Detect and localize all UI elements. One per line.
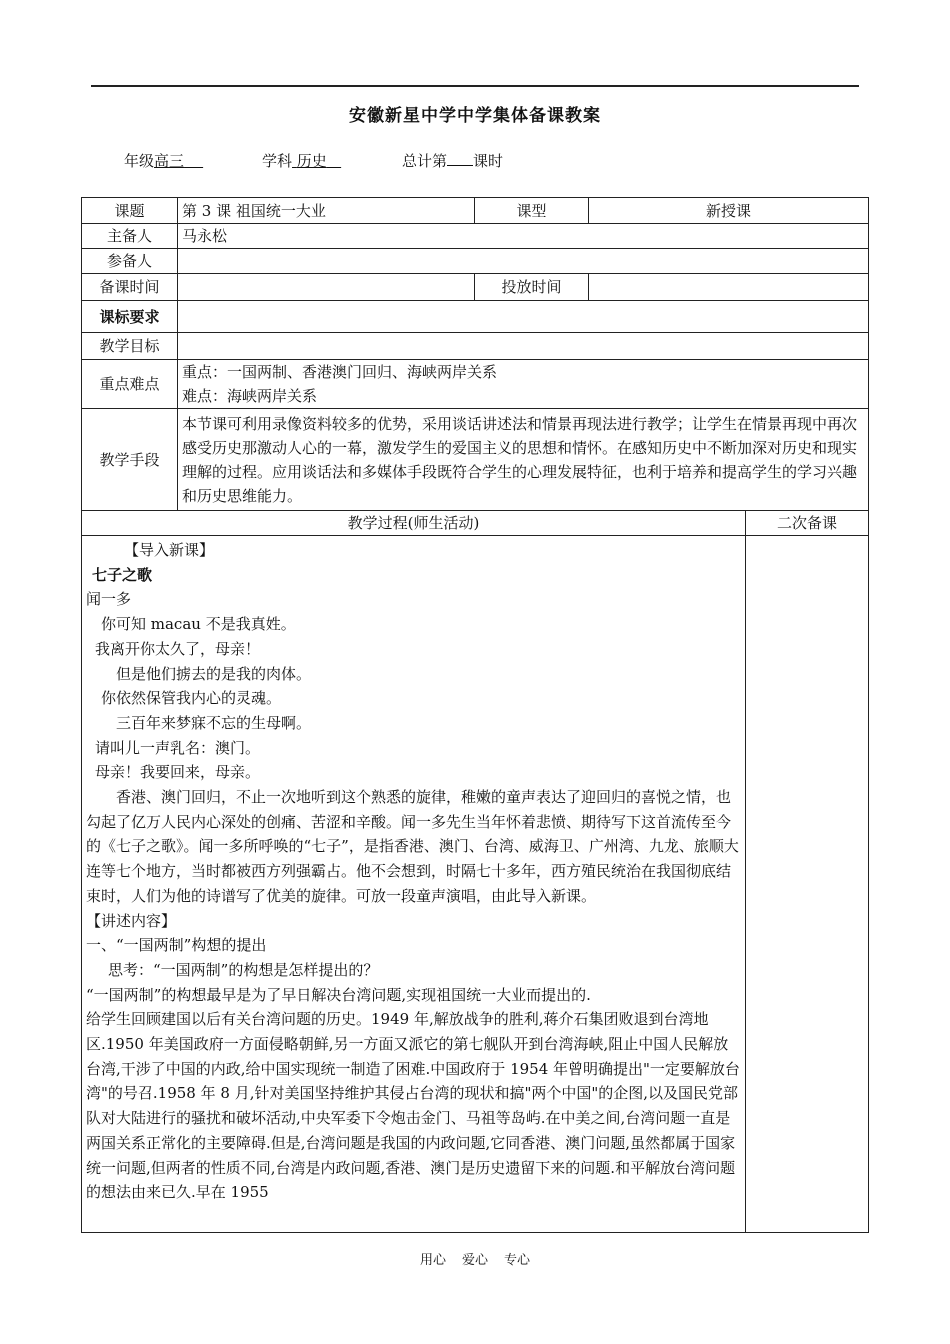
second-prep-header: 二次备课	[746, 511, 869, 536]
co-preparer-value	[178, 249, 869, 274]
subject-field: 学科 历史	[262, 150, 341, 171]
co-preparer-label: 参备人	[82, 249, 178, 274]
document-title: 安徽新星中学中学集体备课教案	[349, 106, 601, 126]
poem-line: 三百年来梦寐不忘的生母啊。	[116, 713, 312, 732]
time-row	[82, 274, 869, 301]
goal-row	[82, 333, 869, 360]
co-preparer-row	[82, 249, 869, 274]
keypoint-line: 重点：一国两制、香港澳门回归、海峡两岸关系	[182, 363, 498, 381]
method-row	[82, 409, 869, 511]
subject-value: 历史	[296, 152, 327, 170]
process-row	[82, 536, 869, 1233]
keypoints-row	[82, 360, 869, 409]
standard-value	[178, 301, 869, 333]
footer-motto: 爱心	[461, 1253, 488, 1268]
type-label: 课型	[475, 198, 589, 224]
page-footer	[0, 1249, 950, 1268]
period-field: 总计第 课时	[402, 152, 504, 170]
footer-motto: 专心	[504, 1253, 531, 1268]
grade-value: 高三	[154, 152, 185, 170]
process-header: 教学过程(师生活动)	[82, 511, 746, 536]
goal-label: 教学目标	[82, 333, 178, 360]
second-prep-content	[746, 536, 869, 1233]
poem-line: 请叫儿一声乳名：澳门。	[95, 738, 261, 757]
release-time-label: 投放时间	[475, 274, 589, 301]
section-heading: 一、“一国两制”构想的提出	[86, 936, 267, 955]
type-value: 新授课	[589, 198, 869, 224]
method-text: 本节课可利用录像资料较多的优势，采用谈话讲述法和情景再现法进行教学；让学生在情景再现中再次感受历史那激动人心的一幕，激发学生的爱国主义的思想和情怀。在感知历史中不断加深对历史和现实理解的过程。应用谈话法和多媒体手段既符合学生的心理发展特征，也利于培养和提高学生的学习兴趣和历史思维能力。	[178, 409, 869, 511]
poet-name: 闻一多	[86, 590, 132, 609]
think-question: 思考：“一国两制”的构想是怎样提出的？	[108, 960, 379, 979]
topic-row	[82, 198, 869, 224]
poem-line: 母亲！我要回来，母亲。	[95, 763, 261, 782]
topic-label: 课题	[82, 198, 178, 224]
poem-line: 你依然保管我内心的灵魂。	[101, 689, 282, 708]
lesson-plan-table	[81, 197, 869, 1233]
process-header-row	[82, 511, 869, 536]
answer-text: “一国两制”的构想最早是为了早日解决台湾问题,实现祖国统一大业而提出的.	[86, 985, 591, 1004]
footer-motto: 用心	[419, 1253, 446, 1268]
release-time-value	[589, 274, 869, 301]
standard-row	[82, 301, 869, 333]
poem-title: 七子之歌	[92, 565, 153, 584]
keypoints-label: 重点难点	[82, 360, 178, 409]
history-paragraph: 给学生回顾建国以后有关台湾问题的历史。1949 年,解放战争的胜利,蒋介石集团败退到台湾地区.1950 年美国政府一方面侵略朝鲜,另一方面又派它的第七舰队开到台湾海峡,阻止中国人民解放台湾,干涉了中国的内政,给中国实现统一制造了困难.中国政府于 1954 年曾明确提出"一定要解放台湾"的号召.1958 年 8 月,针对美国坚持维护其侵占台湾的现状和搞"两个中国"的企图,以及国民党部队对大陆进行的骚扰和破坏活动,中央军委下令炮击金门、马祖等岛屿.在中美之间,台湾问题一直是两国关系正常化的主要障碍.但是,台湾问题是我国的内政问题,它同香港、澳门问题,虽然都属于国家统一问题,但两者的性质不同,台湾是内政问题,香港、澳门是历史遗留下来的问题.和平解放台湾问题的想法由来已久.早在 1955	[86, 1010, 740, 1202]
intro-paragraph: 香港、澳门回归，不止一次地听到这个熟悉的旋律，稚嫩的童声表达了迎回归的喜悦之情，也勾起了亿万人民内心深处的创痛、苦涩和辛酸。闻一多先生当年怀着悲愤、期待写下这首流传至今的《七子之歌》。闻一多所呼唤的“七子”，是指香港、澳门、台湾、威海卫、广州湾、九龙、旅顺大连等七个地方，当时都被西方列强霸占。他不会想到，时隔七十多年，西方殖民统治在我国彻底结束时，人们为他的诗谱写了优美的旋律。可放一段童声演唱，由此导入新课。	[86, 788, 739, 905]
method-label: 教学手段	[82, 409, 178, 511]
process-content	[82, 536, 746, 1233]
prep-time-label: 备课时间	[82, 274, 178, 301]
poem-line: 你可知 macau 不是我真姓。	[101, 615, 296, 634]
standard-label: 课标要求	[82, 301, 178, 333]
period-blank	[447, 153, 473, 166]
grade-field: 年级高三	[124, 150, 203, 171]
prep-time-value	[178, 274, 475, 301]
difficulty-line: 难点：海峡两岸关系	[182, 387, 318, 405]
poem-line: 但是他们掳去的是我的肉体。	[116, 664, 312, 683]
intro-heading: 【导入新课】	[124, 541, 215, 559]
topic-value: 第 3 课 祖国统一大业	[178, 198, 475, 224]
goal-value	[178, 333, 869, 360]
keypoints-value	[178, 360, 869, 409]
content-heading: 【讲述内容】	[86, 911, 177, 930]
poem-line: 我离开你太久了，母亲！	[95, 639, 261, 658]
preparer-row	[82, 224, 869, 249]
header-rule	[91, 85, 859, 87]
preparer-value: 马永松	[178, 224, 869, 249]
preparer-label: 主备人	[82, 224, 178, 249]
